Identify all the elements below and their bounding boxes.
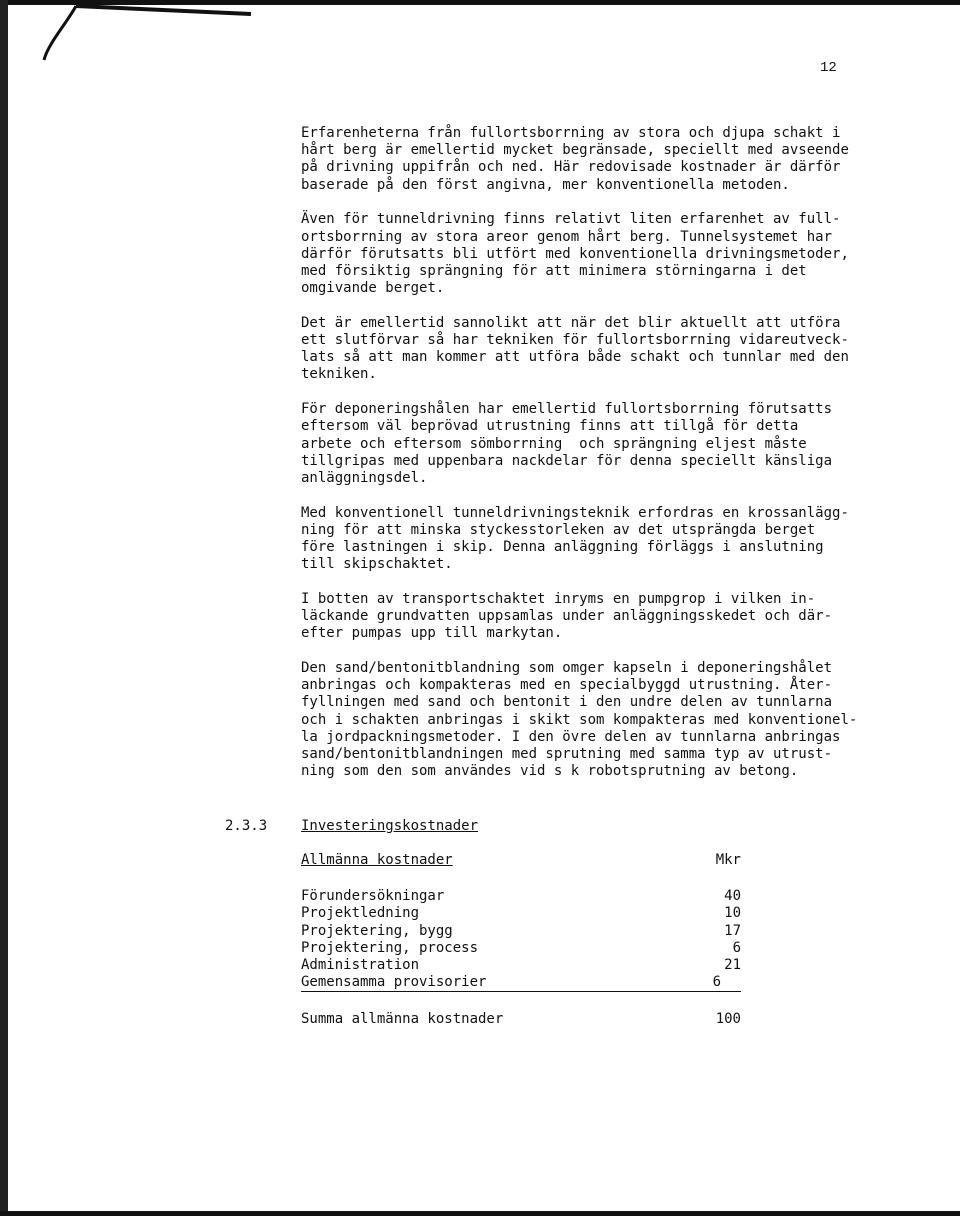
cost-item-label: Projektledning <box>301 905 420 922</box>
cost-item-label: Administration <box>301 956 420 973</box>
cost-item-value: 17 <box>724 922 741 939</box>
cost-item-label: Projektering, process <box>301 939 479 956</box>
cost-item-label: Projektering, bygg <box>301 922 453 939</box>
table-row <box>301 974 741 992</box>
cost-item-label: Förundersökningar <box>301 888 445 905</box>
total-label: Summa allmänna kostnader <box>301 1011 504 1028</box>
table-total-row <box>301 1011 761 1028</box>
table-row <box>301 957 761 974</box>
paragraph: Även för tunneldrivning finns relativt liten erfarenhet av full- ortsborrning av stora areor genom hårt berg. Tunnelsystemet har därför förutsatts bli utfört med konventionella drivningsmetoder, med försiktig sprängning för att minimera störningarna i det omgivande berget. <box>301 211 849 297</box>
scan-left-border <box>0 0 8 1216</box>
cost-item-value: 21 <box>724 956 741 973</box>
section-number: 2.3.3 <box>225 818 268 834</box>
body-text <box>301 125 861 798</box>
table-row <box>301 888 761 905</box>
table-row <box>301 905 761 922</box>
table-row <box>301 940 761 957</box>
cost-item-value: 6 <box>712 974 721 991</box>
table-row <box>301 923 761 940</box>
page-number: 12 <box>820 60 837 76</box>
section-heading <box>0 818 960 838</box>
cost-item-label: Gemensamma provisorier <box>301 974 487 991</box>
cost-item-value: 40 <box>724 888 741 905</box>
paragraph: I botten av transportschaktet inryms en pumpgrop i vilken in- läckande grundvatten uppsamlas under anläggningsskedet och där- efter pumpas upp till markytan. <box>301 590 833 642</box>
table-header-label: Allmänna kostnader <box>301 852 453 868</box>
table-header-row <box>301 852 761 869</box>
scan-artifact-mark <box>36 4 266 64</box>
section-title: Investeringskostnader <box>301 818 479 834</box>
paragraph: För deponeringshålen har emellertid fullortsborrning förutsatts eftersom väl beprövad utrustning finns att tillgå för detta arbete och eftersom sömborrning och sprängning eljest måste tillgripas med uppenbara nackdelar för denna speciellt känsliga anläggningsdel. <box>301 401 833 486</box>
paragraph: Erfarenheterna från fullortsborrning av stora och djupa schakt i hårt berg är emellertid mycket begränsade, speciellt med avseende på drivning uppifrån och ned. Här redovisade kostnader är därför baserade på den först angivna, mer konventionella metoden. <box>301 125 849 193</box>
cost-table <box>301 852 761 1029</box>
cost-item-value: 10 <box>724 905 741 922</box>
paragraph: Det är emellertid sannolikt att när det blir aktuellt att utföra ett slutförvar så har tekniken för fullortsborrning vidareutveck- lats så att man kommer att utföra både schakt och tunnlar med den tekniken. <box>301 314 849 383</box>
cost-item-value: 6 <box>732 939 741 956</box>
paragraph: Med konventionell tunneldrivningsteknik erfordras en krossanlägg- ning för att minska styckesstorleken av det utsprängda berget före lastningen i skip. Denna anläggning förläggs i anslutning till skipschaktet. <box>301 504 849 573</box>
total-value: 100 <box>715 1011 741 1028</box>
table-header-unit: Mkr <box>715 852 741 868</box>
scan-bottom-border <box>0 1211 960 1216</box>
paragraph: Den sand/bentonitblandning som omger kapseln i deponeringshålet anbringas och kompakteras med en specialbyggd utrustning. Åter- fyllningen med sand och bentonit i den undre delen av tunnlarna och i schakten anbringas i skikt som kompakteras med konventionel- la jordpackningsmetoder. I den övre delen av tunnlarna anbringas sand/bentonitblandningen med sprutning med samma typ av utrust- ning som den som användes vid s k robotsprutning av betong. <box>301 660 858 780</box>
